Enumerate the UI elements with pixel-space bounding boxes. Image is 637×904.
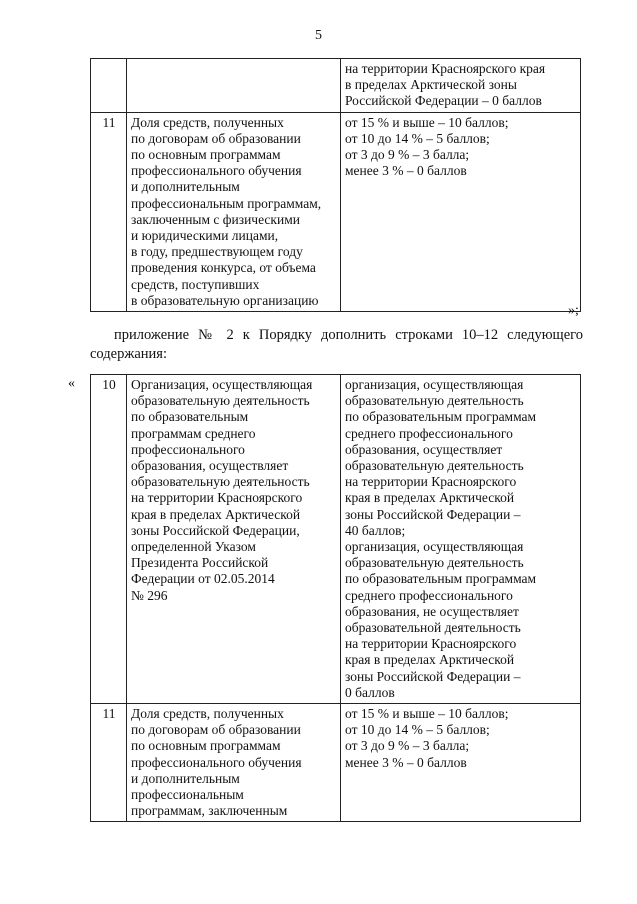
text-line: зоны Российской Федерации – — [345, 506, 521, 522]
text-line: профессионального обучения — [131, 163, 302, 179]
text-line: зоны Российской Федерации, — [131, 522, 300, 538]
text-line: среднего профессионального — [345, 425, 513, 441]
text-line: и юридическими лицами, — [131, 228, 279, 244]
criteria-table-1 — [90, 58, 581, 312]
text-line: 40 баллов; — [345, 522, 406, 538]
table-row — [91, 59, 581, 113]
table-row — [91, 112, 581, 311]
text-line: Президента Российской — [131, 555, 269, 571]
row-number-cell: 10 — [91, 375, 127, 704]
text-line: программам, заключенным — [131, 803, 288, 819]
text-line: проведения конкурса, от объема — [131, 260, 316, 276]
text-line: и дополнительным — [131, 179, 240, 195]
text-line: от 10 до 14 % – 5 баллов; — [345, 722, 490, 738]
text-line: по договорам об образовании — [131, 722, 301, 738]
text-line: по договорам об образовании — [131, 130, 301, 146]
text-line: образования, не осуществляет — [345, 603, 519, 619]
text-line: на территории Красноярского — [345, 636, 517, 652]
text-line: заключенным с физическими — [131, 211, 300, 227]
text-line: в пределах Арктической зоны — [345, 77, 517, 93]
page-number: 5 — [315, 28, 322, 43]
criterion-cell — [127, 375, 341, 704]
text-line: края в пределах Арктической — [345, 652, 515, 668]
text-line: Доля средств, полученных — [131, 706, 284, 722]
text-line: зоны Российской Федерации – — [345, 668, 521, 684]
text-line: по основным программам — [131, 147, 281, 163]
opening-quote: « — [68, 376, 75, 391]
amendment-paragraph: приложение № 2 к Порядку дополнить строками 10–12 следующего содержания: — [90, 327, 583, 362]
text-line: на территории Красноярского — [345, 474, 517, 490]
text-line: образовательную деятельность — [131, 474, 310, 490]
text-line: образовательную деятельность — [131, 393, 310, 409]
score-cell — [341, 375, 581, 704]
table-row — [91, 375, 581, 704]
text-line: по основным программам — [131, 738, 281, 754]
text-line: по образовательным — [131, 409, 249, 425]
text-line: образовательную деятельность — [345, 555, 524, 571]
text-line: по образовательным программам — [345, 409, 537, 425]
text-line: края в пределах Арктической — [345, 490, 515, 506]
text-line: от 15 % и выше – 10 баллов; — [345, 114, 509, 130]
text-line: менее 3 % – 0 баллов — [345, 163, 467, 179]
table-row — [91, 704, 581, 822]
text-line: профессионального обучения — [131, 754, 302, 770]
text-line: от 3 до 9 % – 3 балла; — [345, 738, 470, 754]
text-line: образования, осуществляет — [131, 458, 289, 474]
text-line: средств, поступивших — [131, 276, 260, 292]
criterion-cell — [127, 59, 341, 113]
criterion-cell — [127, 704, 341, 822]
criterion-cell — [127, 112, 341, 311]
text-line: от 15 % и выше – 10 баллов; — [345, 706, 509, 722]
score-cell — [341, 704, 581, 822]
row-number-cell: 11 — [91, 112, 127, 311]
text-line: и дополнительным — [131, 770, 240, 786]
text-line: в году, предшествующем году — [131, 244, 303, 260]
text-line: профессиональным программам, — [131, 195, 322, 211]
text-line: Доля средств, полученных — [131, 114, 284, 130]
text-line: по образовательным программам — [345, 571, 537, 587]
text-line: края в пределах Арктической — [131, 506, 301, 522]
row-number-cell — [91, 59, 127, 113]
text-line: Организация, осуществляющая — [131, 377, 313, 392]
text-line: образовательную деятельность — [345, 393, 524, 409]
row-number-cell: 11 — [91, 704, 127, 822]
text-line: на территории Красноярского — [131, 490, 303, 506]
text-line: от 10 до 14 % – 5 баллов; — [345, 130, 490, 146]
text-line: образовательную деятельность — [345, 458, 524, 474]
text-line: программам среднего — [131, 425, 256, 441]
text-line: 0 баллов — [345, 684, 395, 700]
text-line: образования, осуществляет — [345, 441, 503, 457]
text-line: Федерации от 02.05.2014 — [131, 571, 275, 587]
criteria-table-2 — [90, 374, 581, 822]
text-line: на территории Красноярского края — [345, 61, 546, 76]
text-line: организация, осуществляющая — [345, 539, 524, 555]
score-cell — [341, 59, 581, 113]
text-line: профессиональным — [131, 787, 244, 803]
text-line: профессионального — [131, 441, 245, 457]
text-line: от 3 до 9 % – 3 балла; — [345, 147, 470, 163]
score-cell — [341, 112, 581, 311]
text-line: менее 3 % – 0 баллов — [345, 754, 467, 770]
text-line: образовательной деятельность — [345, 620, 521, 636]
text-line: среднего профессионального — [345, 587, 513, 603]
text-line: определенной Указом — [131, 539, 256, 555]
text-line: организация, осуществляющая — [345, 377, 524, 392]
closing-quote: »; — [568, 303, 579, 318]
text-line: в образовательную организацию — [131, 292, 319, 308]
text-line: Российской Федерации – 0 баллов — [345, 93, 542, 109]
text-line: № 296 — [131, 587, 168, 603]
